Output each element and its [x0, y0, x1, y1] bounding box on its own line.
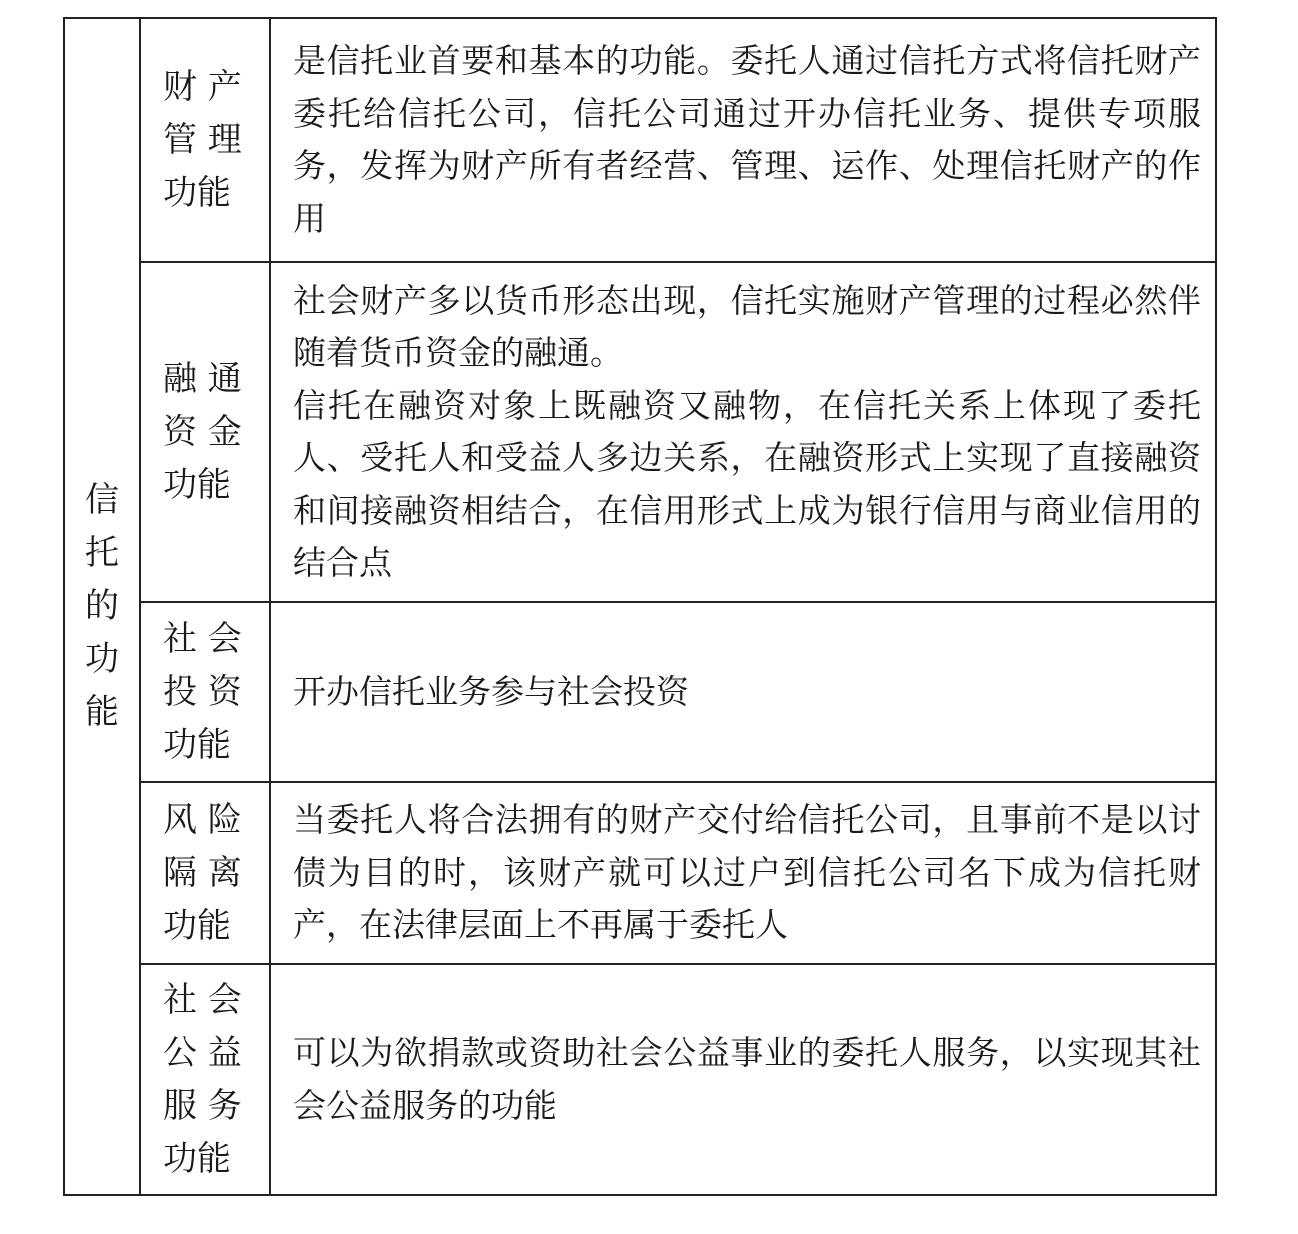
- category-cell-social-investment: [140, 602, 270, 782]
- description-paragraph: 开办信托业务参与社会投资: [293, 671, 689, 711]
- category-line: 服 务: [163, 1085, 242, 1126]
- category-line: 隔 离: [163, 852, 242, 893]
- description-cell-property-management: [270, 18, 1216, 262]
- table-row: [64, 18, 1216, 262]
- category-cell-property-management: [140, 18, 270, 262]
- description-paragraph: 社会财产多以货币形态出现，信托实施财产管理的过程必然伴随着货币资金的融通。: [293, 280, 1201, 372]
- main-label-char: 托: [85, 533, 119, 573]
- table-row: [64, 964, 1216, 1195]
- category-line: 功能: [163, 464, 231, 505]
- category-line: 功能: [163, 905, 231, 946]
- main-label-char: 能: [85, 692, 119, 732]
- table-row: [64, 262, 1216, 602]
- description-paragraph: 可以为欲捐款或资助社会公益事业的委托人服务，以实现其社会公益服务的功能: [293, 1033, 1201, 1125]
- category-line: 融 通: [163, 358, 242, 399]
- description-cell-risk-isolation: [270, 782, 1216, 964]
- category-line: 财 产: [163, 66, 242, 107]
- category-line: 功能: [163, 724, 231, 765]
- description-paragraph: 是信托业首要和基本的功能。委托人通过信托方式将信托财产委托给信托公司，信托公司通过开办信托业务、提供专项服务，发挥为财产所有者经营、管理、运作、处理信托财产的作用: [293, 41, 1201, 238]
- category-line: 管 理: [163, 119, 242, 160]
- category-line: 功能: [163, 172, 231, 213]
- main-label-char: 的: [85, 586, 119, 626]
- category-line: 投 资: [163, 671, 242, 712]
- description-paragraph: 信托在融资对象上既融资又融物，在信托关系上体现了委托人、受托人和受益人多边关系，在融资形式上实现了直接融资和间接融资相结合，在信用形式上成为银行信用与商业信用的结合点: [293, 385, 1201, 582]
- trust-functions-table: [63, 17, 1217, 1196]
- category-line: 资 金: [163, 411, 242, 452]
- description-paragraph: 当委托人将合法拥有的财产交付给信托公司，且事前不是以讨债为目的时，该财产就可以过户到信托公司名下成为信托财产，在法律层面上不再属于委托人: [293, 800, 1201, 945]
- category-cell-financing: [140, 262, 270, 602]
- category-line: 公 益: [163, 1032, 242, 1073]
- description-cell-public-welfare: [270, 964, 1216, 1195]
- category-cell-risk-isolation: [140, 782, 270, 964]
- description-cell-social-investment: [270, 602, 1216, 782]
- category-line: 功能: [163, 1138, 231, 1179]
- description-cell-financing: [270, 262, 1216, 602]
- main-label-cell: [64, 18, 140, 1195]
- category-line: 风 险: [163, 799, 242, 840]
- main-label-char: 信: [85, 480, 119, 520]
- category-cell-public-welfare: [140, 964, 270, 1195]
- table-row: [64, 602, 1216, 782]
- category-line: 社 会: [163, 618, 242, 659]
- main-label-char: 功: [85, 639, 119, 679]
- category-line: 社 会: [163, 979, 242, 1020]
- table-row: [64, 782, 1216, 964]
